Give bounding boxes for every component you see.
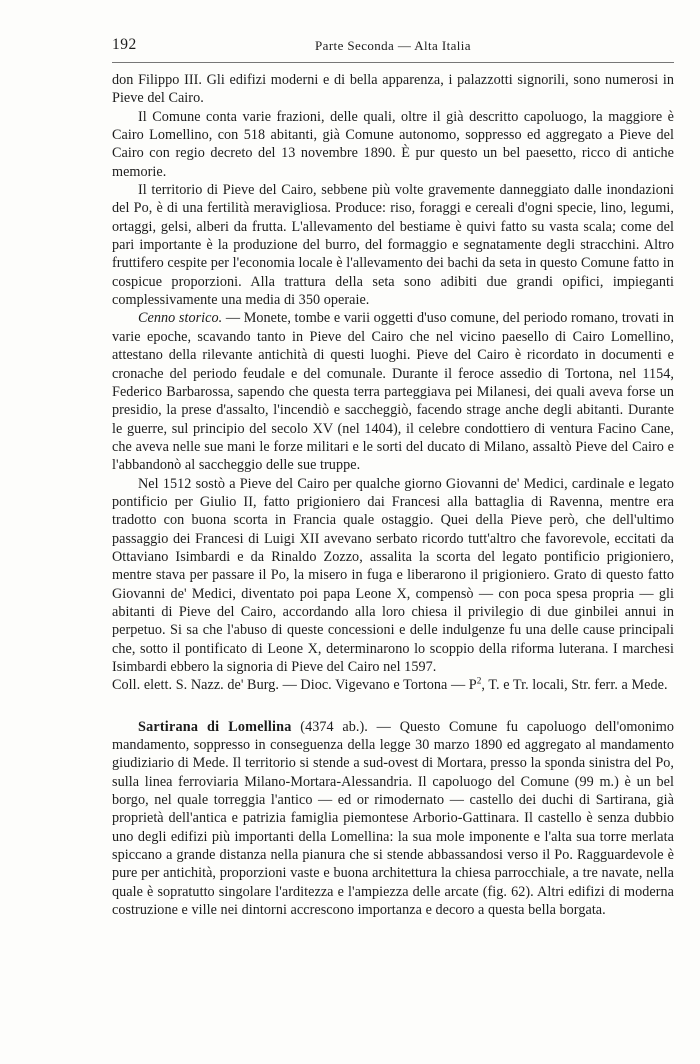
page-number: 192 — [112, 36, 137, 53]
cenno-storico-heading: Cenno storico. — [138, 310, 223, 327]
source-note — [112, 676, 674, 694]
section-gap — [112, 695, 674, 718]
paragraph-continuation: don Filippo III. Gli edifizi moderni e di bella apparenza, i palazzotti signorili, sono numerosi in Pieve del Cairo. — [112, 72, 674, 107]
source-note-tail: , T. e Tr. locali, Str. ferr. a Mede. — [481, 677, 668, 694]
sartirana-heading: Sartirana di Lomellina — [138, 718, 292, 735]
header-rule — [112, 62, 674, 63]
paragraph-cenno-storico — [112, 309, 674, 474]
paragraph-frazioni: Il Comune conta varie frazioni, delle quali, oltre il già descritto capoluogo, la maggiore è Cairo Lomellino, con 518 abitanti, già Comune autonomo, soppresso ed aggregato a Pieve del Cairo con regio decreto del 13 novembre 1890. È pur questo un bel paesetto, ricco di antiche memorie. — [112, 108, 674, 180]
body-text — [112, 71, 674, 919]
sartirana-text: (4374 ab.). — Questo Comune fu capoluogo dell'omonimo mandamento, soppresso in conseguenza della legge 30 marzo 1890 ed aggregato al mandamento giudiziario di Mede. Il territorio si stende a sud-ovest di Mortara, presso la sponda sinistra del Po, sulla linea ferroviaria Milano-Mortara-Alessandria. Il capoluogo del Comune (99 m.) è un bel borgo, nel quale torreggia l'antico — ed or rimodernato — castello dei duchi di Sartirana, già proprietà dell'antica e patrizia famiglia piemontese Arborio-Gattinara. Il castello è senza dubbio uno degli edifizi più importanti della Lomellina: la sua mole imponente e l'alta sua torre merlata spiccano a grande distanza nella pianura che si stende abbassandosi verso il Po. Ragguardevole è pure per antichità, proporzioni vaste e buona architettura la chiesa parrocchiale, a tre navate, nella quale è sopratutto singolare l'arditezza e l'ampiezza delle arcate (fig. 62). Altri edifizi di moderna costruzione e ville nei dintorni accrescono importanza e decoro a questa bella borgata. — [112, 718, 674, 919]
source-note-main: Coll. elett. S. Nazz. de' Burg. — Dioc. Vigevano e Tortona — P — [112, 677, 477, 694]
paragraph-sartirana — [112, 718, 674, 920]
paragraph-territorio: Il territorio di Pieve del Cairo, sebbene più volte gravemente danneggiato dalle inondazioni del Po, è di una fertilità meravigliosa. Produce: riso, foraggi e cereali d'ogni specie, lino, legumi, ortaggi, gelsi, alberi da frutta. L'allevamento del bestiame è quivi fatto su vasta scala; come del pari importante è la produzione del burro, del formaggio e segnatamente degli stracchini. Altro fruttifero cespite per l'economia locale è l'allevamento dei bachi da seta in questo Comune fatto in cospicue proporzioni. Alla trattura della seta sono adibiti due grandi opifici, impieganti complessivamente una media di 350 operaie. — [112, 182, 674, 309]
paragraph-1512: Nel 1512 sostò a Pieve del Cairo per qualche giorno Giovanni de' Medici, cardinale e legato pontificio per Giulio II, fatto prigioniero dai Francesi alla battaglia di Ravenna, mentre era tradotto con buona scorta in Francia quale ostaggio. Quei della Pieve però, che dell'ultimo passaggio dei Francesi di Luigi XII avevano serbato ricordo tutt'altro che favorevole, eccitati da Ottaviano Isimbardi e da Rinaldo Zozzo, assalita la scorta del legato pontificio prigioniero, mentre stava per passare il Po, la misero in fuga e liberarono il prigioniero. Grato di questo fatto Giovanni de' Medici, diventato poi papa Leone X, compensò — con poca spesa propria — gli abitanti di Pieve del Cairo, accordando alla loro chiesa il privilegio di due ginbilei annui in perpetuo. Si sa che l'abuso di queste concessioni e delle indulgenze fu una delle cause principali che, sotto il pontificato di Leone X, determinarono lo scoppio della riforma luterana. I marchesi Isimbardi ebbero la signoria di Pieve del Cairo nel 1597. — [112, 475, 674, 675]
cenno-storico-text: — Monete, tombe e varii oggetti d'uso comune, del periodo romano, trovati in varie epoche, scavando tanto in Pieve del Cairo che nel vicino paesello di Cairo Lomellino, attestano della rilevante antichità di questi luoghi. Pieve del Cairo è ricordato in documenti e cronache del periodo feudale e del comunale. Durante il feroce assedio di Tortona, nel 1154, Federico Barbarossa, sapendo che questa terra parteggiava pei Milanesi, dei quali aveva forse un presidio, la prese d'assalto, l'incendiò e saccheggiò, facendo strage anche degli abitanti. Durante le guerre, sul principio del secolo XV (nel 1404), il celebre condottiero di ventura Facino Cane, che aveva nelle sue mani le forze militari e le sorti del ducato di Milano, assaltò Pieve del Cairo e l'abbandonò al saccheggio delle sue truppe. — [112, 310, 675, 474]
running-head — [112, 36, 674, 58]
source-note-superscript: 2 — [476, 675, 482, 686]
running-title: Parte Seconda — Alta Italia — [315, 38, 471, 53]
